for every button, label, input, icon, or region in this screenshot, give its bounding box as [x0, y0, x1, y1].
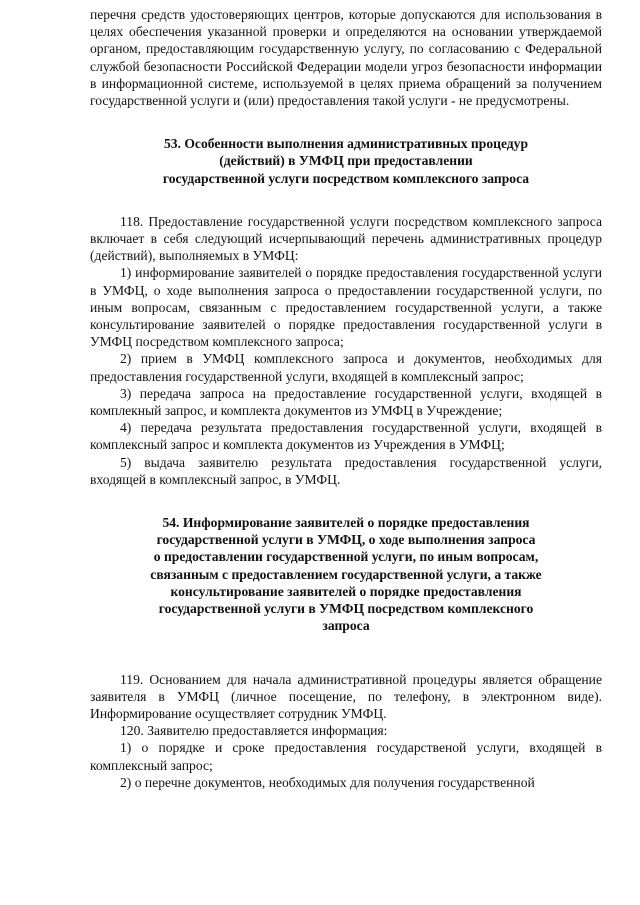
list-item-118-3: 3) передача запроса на предоставление государственной услуги, входящей в комплекный запрос, и комплекта документов из УМФЦ в Учреждение; — [90, 385, 602, 419]
list-item-120-2: 2) о перечне документов, необходимых для получения государственной — [120, 774, 535, 790]
section-53-heading-line: государственной услуги посредством комплексного запроса — [162, 170, 530, 186]
paragraph-118: 118. Предоставление государственной услуги посредством комплексного запроса включает в себя следующий исчерпывающий перечень административных процедур (действий), выполняемых в УМФЦ: — [90, 213, 602, 264]
list-item-118-5: 5) выдача заявителю результата предоставления государственной услуги, входящей в комплексный запрос, в УМФЦ. — [90, 454, 602, 487]
section-53-heading-line: (действий) в УМФЦ при предоставлении — [219, 153, 473, 169]
spacer — [90, 635, 602, 671]
section-54-heading-line: государственной услуги в УМФЦ посредством комплексного — [158, 601, 534, 617]
paragraph-120: 120. Заявителю предоставляется информация: — [120, 723, 388, 739]
section-54-heading-line: связанным с предоставлением государственной услуги, а также — [150, 566, 542, 582]
list-item-118-1: 1) информирование заявителей о порядке предоставления государственной услуги в УМФЦ, о ходе выполнения запроса о предоставлении государственной услуги, по иным вопросам, связанным с предоставлением государственной услуги, а также консультирование заявителей о порядке предоставления государственной услуги в УМФЦ посредством комплексного запроса; — [90, 265, 602, 350]
section-53-heading — [90, 135, 602, 187]
list-item-120-1: 1) о порядке и сроке предоставления государственой услуги, входящей в комплексный запрос; — [90, 740, 602, 773]
spacer — [90, 488, 602, 514]
document-page — [90, 6, 602, 791]
section-54-heading-line: запроса — [322, 618, 370, 634]
list-item-118-4: 4) передача результата предоставления государственной услуги, входящей в комплексный запрос и комплекта документов из Учреждения в УМФЦ; — [90, 420, 602, 453]
section-54-heading-line: государственной услуги в УМФЦ, о ходе выполнения запроса — [156, 532, 536, 548]
section-53-heading-line: 53. Особенности выполнения административных процедур — [163, 136, 529, 152]
paragraph-119: 119. Основанием для начала административной процедуры является обращение заявителя в УМФЦ (личное посещение, по телефону, в электронном виде). Информирование осуществляет сотрудник УМФЦ. — [90, 671, 602, 721]
spacer — [90, 109, 602, 135]
intro-paragraph: перечня средств удостоверяющих центров, которые допускаются для использования в целях обеспечения указанной проверки и определяются на основании утверждаемой органом, предоставляющим государственную услугу, по согласованию с Федеральной службой безопасности Российской Федерации модели угроз безопасности информации в информационной системе, используемой в целях приема обращений за получением государственной услуги и (или) предоставления такой услуги - не предусмотрены. — [90, 7, 602, 109]
spacer — [90, 187, 602, 213]
list-item-118-2: 2) прием в УМФЦ комплексного запроса и документов, необходимых для предоставления государственной услуги, входящей в комплексный запрос; — [90, 351, 602, 384]
section-54-heading — [90, 514, 602, 634]
section-54-heading-line: 54. Информирование заявителей о порядке предоставления — [162, 515, 530, 531]
section-54-heading-line: консультирование заявителей о порядке предоставления — [170, 583, 522, 599]
section-54-heading-line: о предоставлении государственной услуги, по иным вопросам, — [153, 549, 539, 565]
